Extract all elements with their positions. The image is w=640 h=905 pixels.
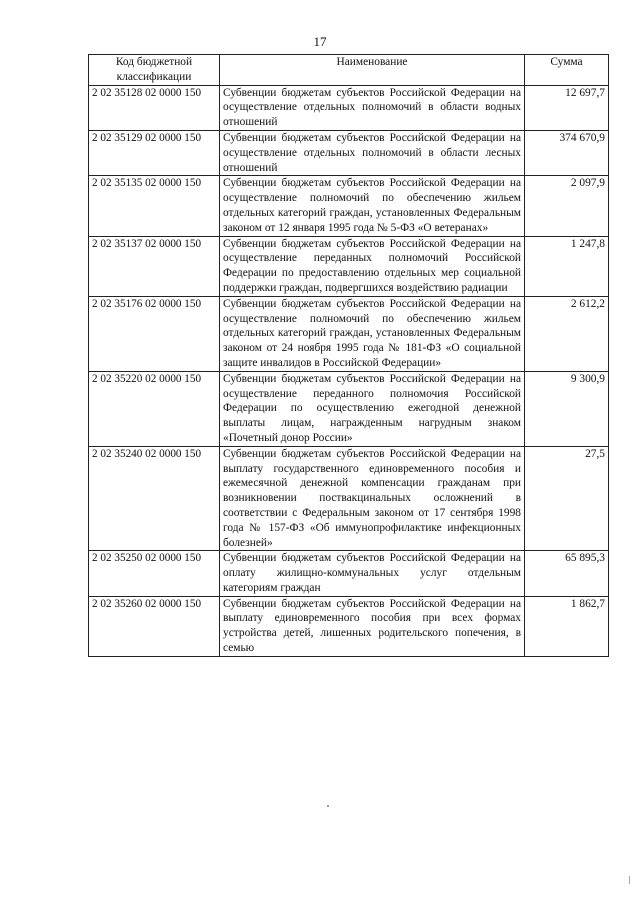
row-name: Субвенции бюджетам субъектов Российской Федерации на осуществление отдельных полномочий в области лесных отношений bbox=[220, 130, 525, 175]
header-code: Код бюджетной классификации bbox=[89, 55, 220, 86]
header-sum: Сумма bbox=[525, 55, 609, 86]
row-name: Субвенции бюджетам субъектов Российской Федерации на осуществление полномочий по обеспечению жильем отдельных категорий граждан, установленных Федеральным законом от 24 ноября 1995 года № 181-ФЗ «О социальной защите инвалидов в Российской Федерации» bbox=[220, 296, 525, 371]
row-name: Субвенции бюджетам субъектов Российской Федерации на выплату государственного единовременного пособия и ежемесячной денежной компенсации гражданам при возникновении поствакцинальных осложнений в соответствии с Федеральным законом от 17 сентября 1998 года № 157-ФЗ «Об иммунопрофилактике инфекционных болезней» bbox=[220, 446, 525, 551]
table-row bbox=[89, 176, 609, 236]
row-name: Субвенции бюджетам субъектов Российской Федерации на осуществление полномочий по обеспечению жильем отдельных категорий граждан, установленных Федеральным законом от 12 января 1995 года № 5-ФЗ «О ветеранах» bbox=[220, 176, 525, 236]
row-sum: 12 697,7 bbox=[525, 85, 609, 130]
row-code: 2 02 35176 02 0000 150 bbox=[89, 296, 220, 371]
row-sum: 2 612,2 bbox=[525, 296, 609, 371]
row-code: 2 02 35250 02 0000 150 bbox=[89, 551, 220, 596]
row-code: 2 02 35137 02 0000 150 bbox=[89, 236, 220, 296]
scan-edge-mark bbox=[629, 876, 630, 884]
row-sum: 27,5 bbox=[525, 446, 609, 551]
row-code: 2 02 35128 02 0000 150 bbox=[89, 85, 220, 130]
row-code: 2 02 35260 02 0000 150 bbox=[89, 596, 220, 656]
row-code: 2 02 35129 02 0000 150 bbox=[89, 130, 220, 175]
table-row bbox=[89, 236, 609, 296]
table-row bbox=[89, 296, 609, 371]
table-row bbox=[89, 596, 609, 656]
table-row bbox=[89, 85, 609, 130]
row-name: Субвенции бюджетам субъектов Российской Федерации на оплату жилищно-коммунальных услуг отдельным категориям граждан bbox=[220, 551, 525, 596]
row-sum: 374 670,9 bbox=[525, 130, 609, 175]
header-name: Наименование bbox=[220, 55, 525, 86]
row-sum: 1 862,7 bbox=[525, 596, 609, 656]
row-sum: 9 300,9 bbox=[525, 371, 609, 446]
row-name: Субвенции бюджетам субъектов Российской Федерации на осуществление переданных полномочий Российской Федерации по предоставлению отдельных мер социальной поддержки граждан, подвергшихся воздействию радиации bbox=[220, 236, 525, 296]
row-code: 2 02 35135 02 0000 150 bbox=[89, 176, 220, 236]
table-row bbox=[89, 551, 609, 596]
row-sum: 1 247,8 bbox=[525, 236, 609, 296]
table-header-row bbox=[89, 55, 609, 86]
row-name: Субвенции бюджетам субъектов Российской Федерации на осуществление переданного полномочия Российской Федерации по осуществлению ежегодной денежной выплаты лицам, награжденным нагрудным знаком «Почетный донор России» bbox=[220, 371, 525, 446]
table-row bbox=[89, 130, 609, 175]
scan-speck bbox=[327, 805, 329, 807]
budget-table bbox=[88, 54, 609, 657]
row-name: Субвенции бюджетам субъектов Российской Федерации на выплату единовременного пособия при всех формах устройства детей, лишенных родительского попечения, в семью bbox=[220, 596, 525, 656]
page-number: 17 bbox=[313, 34, 327, 49]
row-sum: 65 895,3 bbox=[525, 551, 609, 596]
table-row bbox=[89, 446, 609, 551]
row-sum: 2 097,9 bbox=[525, 176, 609, 236]
row-name: Субвенции бюджетам субъектов Российской Федерации на осуществление отдельных полномочий в области водных отношений bbox=[220, 85, 525, 130]
row-code: 2 02 35240 02 0000 150 bbox=[89, 446, 220, 551]
table-row bbox=[89, 371, 609, 446]
row-code: 2 02 35220 02 0000 150 bbox=[89, 371, 220, 446]
